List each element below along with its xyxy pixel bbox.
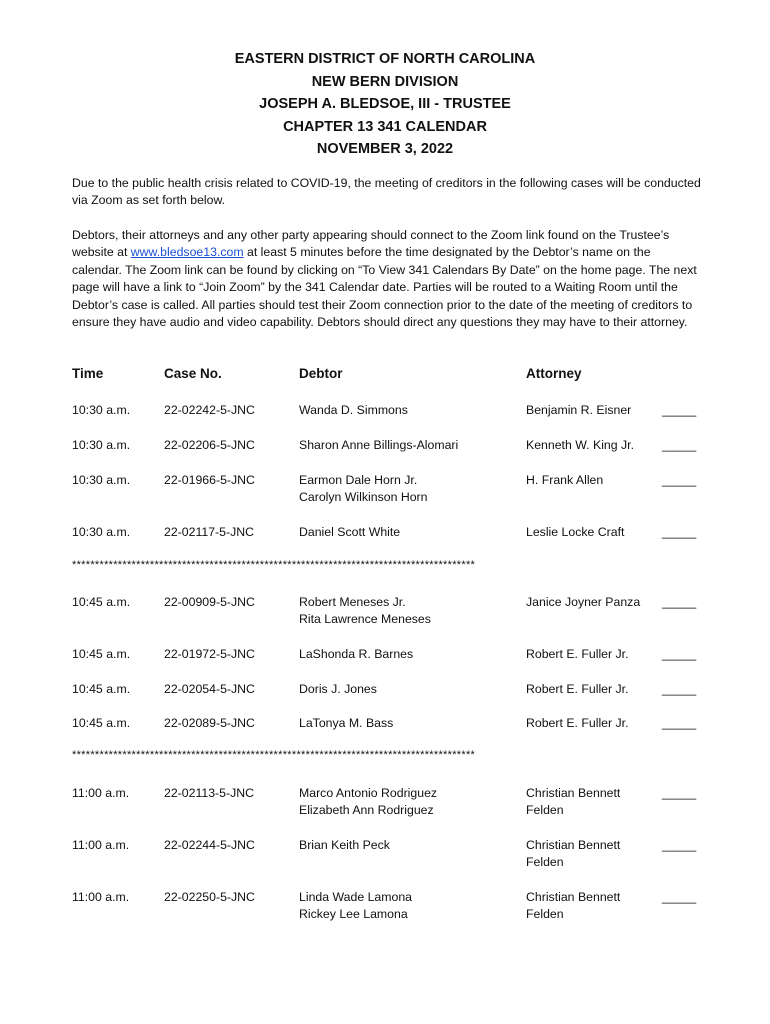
row-check-line: _____ [662,473,697,487]
row-attorney: Christian Bennett Felden [526,890,621,922]
header-calendar: CHAPTER 13 341 CALENDAR [283,118,487,135]
row-time: 10:30 a.m. [72,403,131,417]
row-case-number: 22-01972-5-JNC [164,647,255,661]
column-header-time: Time [72,366,104,381]
row-check-line: _____ [662,647,697,661]
row-debtor: Earmon Dale Horn Jr. Carolyn Wilkinson Horn [299,473,428,505]
document-header [0,48,770,161]
group-separator: **************************************************************************************** [72,749,476,761]
row-debtor: LaTonya M. Bass [299,716,394,730]
intro-text-after-link: at least 5 minutes before the time designated by the Debtor’s name on the calendar. The Zoom link can be found by clicking on “To View 341 Calendars By Date” on the home page. The next page will have a link to “Join Zoom” by the 341 Calendar date. Parties will be routed to a Waiting Room until the Debtor’s case is called. All parties should test their Zoom connection prior to the date of the meeting of creditors to ensure they have audio and video capability. Debtors should direct any questions they may have to their attorney. [72,245,697,330]
row-case-number: 22-02113-5-JNC [164,786,254,800]
row-check-line: _____ [662,403,697,417]
intro-text-before-link: Debtors, their attorneys and any other party appearing should connect to the Zoom link found on the Trustee’s website at [72,228,670,260]
row-attorney: Christian Bennett Felden [526,786,621,818]
trustee-website-link[interactable]: www.bledsoe13.com [130,245,244,260]
group-separator: **************************************************************************************** [72,559,476,571]
header-district: EASTERN DISTRICT OF NORTH CAROLINA [234,51,536,67]
row-case-number: 22-01966-5-JNC [164,473,255,487]
row-debtor: LaShonda R. Barnes [299,647,414,661]
row-case-number: 22-02054-5-JNC [164,682,255,696]
row-debtor: Marco Antonio Rodriguez Elizabeth Ann Rodriguez [299,786,438,818]
row-debtor: Doris J. Jones [299,682,377,696]
row-time: 10:30 a.m. [72,438,131,452]
intro-paragraph-1: Due to the public health crisis related to COVID-19, the meeting of creditors in the following cases will be conducted via Zoom as set forth below. [72,176,701,208]
row-attorney: Christian Bennett Felden [526,838,621,870]
row-attorney: H. Frank Allen [526,473,604,487]
row-check-line: _____ [662,525,697,539]
header-date: NOVEMBER 3, 2022 [316,141,454,157]
row-debtor: Robert Meneses Jr. Rita Lawrence Meneses [299,595,431,627]
row-case-number: 22-02089-5-JNC [164,716,255,730]
row-debtor: Daniel Scott White [299,525,401,539]
row-check-line: _____ [662,682,697,696]
row-time: 11:00 a.m. [72,890,130,904]
row-time: 11:00 a.m. [72,838,130,852]
header-trustee: JOSEPH A. BLEDSOE, III - TRUSTEE [259,96,511,112]
column-header-debtor: Debtor [299,366,343,381]
row-time: 10:45 a.m. [72,595,131,609]
row-case-number: 22-00909-5-JNC [164,595,255,609]
row-check-line: _____ [662,890,697,904]
row-check-line: _____ [662,786,697,800]
row-check-line: _____ [662,716,697,730]
row-time: 10:45 a.m. [72,682,131,696]
row-attorney: Janice Joyner Panza [526,595,641,609]
row-time: 11:00 a.m. [72,786,130,800]
row-check-line: _____ [662,438,697,452]
row-attorney: Kenneth W. King Jr. [526,438,634,452]
column-header-case: Case No. [164,366,222,381]
row-case-number: 22-02250-5-JNC [164,890,255,904]
row-time: 10:30 a.m. [72,473,131,487]
row-case-number: 22-02242-5-JNC [164,403,255,417]
row-check-line: _____ [662,838,697,852]
row-attorney: Robert E. Fuller Jr. [526,682,629,696]
row-case-number: 22-02117-5-JNC [164,525,254,539]
row-check-line: _____ [662,595,697,609]
intro-paragraph-2 [72,227,702,331]
row-debtor: Linda Wade Lamona Rickey Lee Lamona [299,890,413,922]
column-header-attorney: Attorney [526,366,582,381]
row-time: 10:30 a.m. [72,525,131,539]
row-time: 10:45 a.m. [72,716,131,730]
row-case-number: 22-02206-5-JNC [164,438,255,452]
row-case-number: 22-02244-5-JNC [164,838,255,852]
row-debtor: Sharon Anne Billings-Alomari [299,438,459,452]
header-division: NEW BERN DIVISION [311,73,459,90]
row-debtor: Wanda D. Simmons [299,403,408,417]
row-debtor: Brian Keith Peck [299,838,390,852]
row-attorney: Benjamin R. Eisner [526,403,632,417]
row-attorney: Leslie Locke Craft [526,525,625,539]
row-attorney: Robert E. Fuller Jr. [526,647,629,661]
row-time: 10:45 a.m. [72,647,131,661]
row-attorney: Robert E. Fuller Jr. [526,716,629,730]
